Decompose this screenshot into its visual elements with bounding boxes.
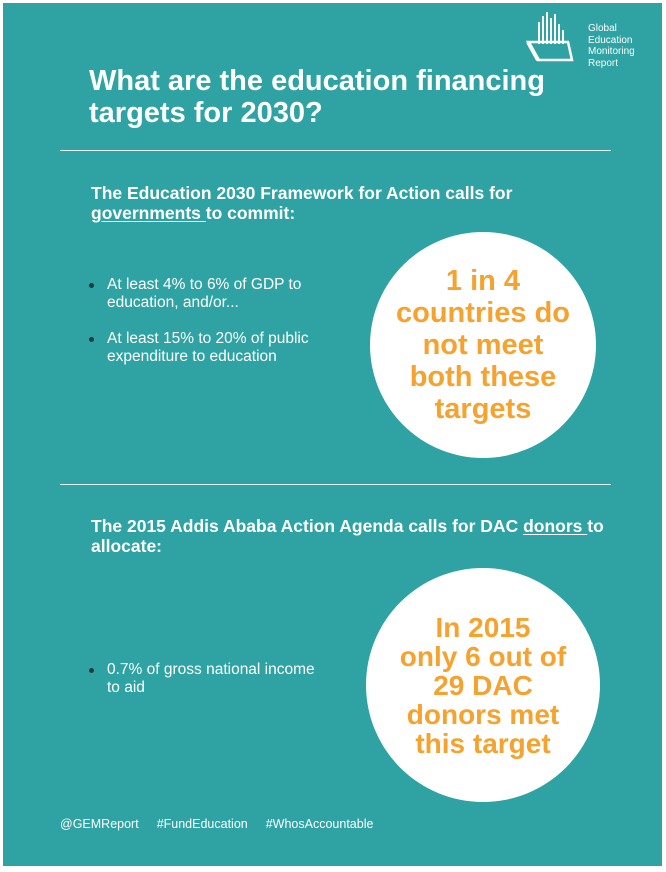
callout-2-line: 29 DAC — [433, 669, 533, 701]
footer-tag-gemreport[interactable]: @GEMReport — [60, 817, 139, 831]
logo-line-report: Report — [588, 57, 619, 69]
section1-heading-end: to commit: — [205, 203, 296, 223]
logo-text — [588, 23, 635, 69]
section2-heading-underlined: donors — [523, 516, 588, 536]
list-item — [89, 661, 329, 697]
callout-2-line: donors met — [406, 698, 560, 730]
bullet-text: At least 15% to 20% of public expenditure to education — [107, 330, 309, 365]
divider-middle — [60, 484, 611, 485]
callout-1-line: both these — [409, 361, 557, 393]
callout-1-line: not meet — [422, 329, 544, 361]
callout-2-line: only 6 out of — [399, 640, 567, 672]
bullet-dot-icon — [89, 337, 94, 342]
footer-tag-whosaccountable[interactable]: #WhosAccountable — [265, 817, 374, 831]
logo-line-global: Global — [588, 23, 617, 34]
section2-heading-text: The 2015 Addis Ababa Action Agenda calls for DAC — [91, 516, 524, 536]
section1-heading-text: The Education 2030 Framework for Action calls for — [91, 183, 513, 203]
callout-1-line: countries do — [395, 297, 570, 329]
bullet-text: At least 4% to 6% of GDP to education, and/or... — [107, 276, 302, 311]
list-item — [89, 276, 329, 312]
section1-heading — [91, 183, 611, 223]
callout-2-line: this target — [415, 727, 551, 759]
callout-1-line: targets — [434, 393, 532, 425]
bullet-text: 0.7% of gross national income to aid — [107, 661, 315, 696]
section1-heading-underlined: governments — [91, 203, 206, 223]
page-title: What are the education financing targets for 2030? — [89, 65, 545, 129]
callout-1-text — [383, 265, 583, 425]
section2-heading — [91, 516, 611, 556]
list-item — [89, 330, 329, 366]
footer-tag-fundeducation[interactable]: #FundEducation — [156, 817, 248, 831]
bullet-dot-icon — [89, 283, 94, 288]
footer-hashtags — [60, 817, 373, 831]
callout-circle-1 — [370, 232, 596, 458]
callout-circle-2 — [366, 568, 600, 802]
logo-line-monitoring: Monitoring — [588, 46, 635, 57]
callout-2-line: In 2015 — [435, 611, 531, 643]
section2-bullet-list — [89, 661, 329, 715]
callout-1-line: 1 in 4 — [445, 265, 521, 297]
callout-2-text — [378, 613, 588, 758]
bullet-dot-icon — [89, 668, 94, 673]
section1-bullet-list — [89, 276, 329, 384]
divider-top — [60, 150, 611, 151]
infographic-poster — [3, 3, 662, 866]
section2-heading-end: to allocate: — [91, 516, 604, 556]
logo-line-education: Education — [588, 34, 633, 46]
